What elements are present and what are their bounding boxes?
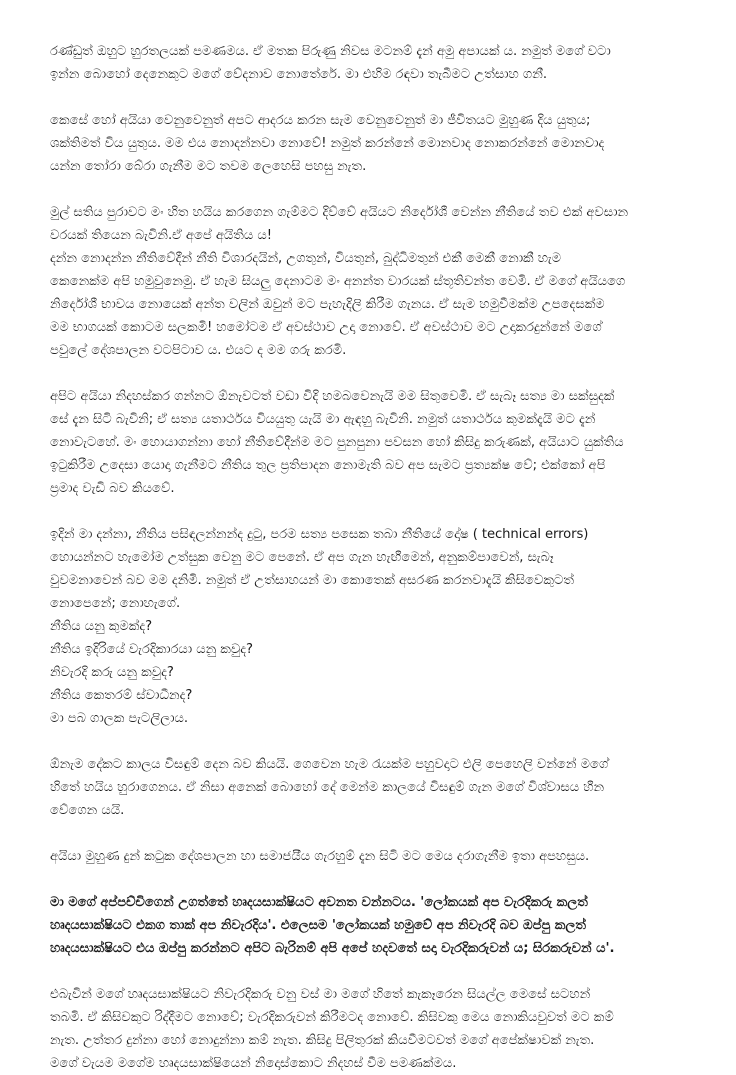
text-line: නීතිය කෙතරම් ස්වාධීනද? xyxy=(50,688,193,703)
text-line: නීතිය ඉදිරියේ වැරදිකාරයා යනු කවුද? xyxy=(50,642,253,657)
paragraph-spacer xyxy=(50,822,696,845)
text-line: එබැවින් මගේ හෘදයසාක්ෂියට නිවැරදිකරු වනු වස් මා මගේ හිතේ කැකෑරෙන සියල්ල මෙසේ සටහන් xyxy=(50,987,591,1002)
text-line: නොවැටහේ. මං හොයාගන්නා හෝ නීතිවේදීන්ම මට පුනපුනා පවසන හෝ කිසිදු කරුණක්, අයියාට යුක්තිය xyxy=(50,435,624,450)
text-line: කෙසේ හෝ අයියා වෙනුවෙනුත් අපට ආදරය කරන සැම වෙනුවෙනුත් මා ජීවිතයට මුහුණ දිය යුතුය; xyxy=(50,113,591,128)
text-line: වුවමනාවෙන් බව මම දනිමි. නමුත් ඒ උත්සාහයන් මා කොතෙක් අසරණ කරනවාදැයි කිසිවෙකුටත් xyxy=(50,573,574,588)
text-line: හිතේ හයිය හුරාගෙනය. ඒ නිසා අනෙක් බොහෝ දේ මෙන්ම කාලයේ විසඳුම් ගැන මගේ විශ්වාසය හීන xyxy=(50,780,605,795)
paragraph xyxy=(50,983,696,1075)
text-line: ප්‍රමාද වැඩි බව කියවේ. xyxy=(50,481,175,496)
paragraph-spacer xyxy=(50,500,696,523)
paragraph xyxy=(50,845,696,868)
paragraph-spacer xyxy=(50,868,696,891)
text-line: මගේ වැයම මගේම හෘදයසාක්ෂියෙන් නිදොස්කොට නිදහස් වීම පමණක්මය. xyxy=(50,1056,457,1071)
paragraph-spacer xyxy=(50,362,696,385)
text-line: රණ්ඩුත් ඔහුට හුරතලයක් පමණමය. ඒ මතක පිරුණු නිවස මටනම් දැන් අමු අපායක් ය. නමුත් මගේ වටා xyxy=(50,44,611,59)
paragraph-spacer xyxy=(50,178,696,201)
text-line: මා පබ ගාලක පැටලිලාය. xyxy=(50,711,189,726)
text-line: නිවැරදි කරු යනු කවුද? xyxy=(50,665,174,680)
text-line: පවුලේ දේශපාලන වටපිටාව ය. එයට ද මම ගරු කරමි. xyxy=(50,343,347,358)
text-line: ශක්තිමත් විය යුතුය. මම එය නොදන්නවා නොවේ! නමුත් කරන්නේ මොනවාද නොකරන්නේ මොනවාද xyxy=(50,136,605,151)
text-line: කෙනෙක්ම අපි හමුවුනෙමු. ඒ හැම සියලු දෙනාටම මං අනන්ත වාරයක් ස්තූතිවන්ත වෙමි. ඒ මගේ අයියගෙ xyxy=(50,274,626,289)
text-line: ඕනැම දේකට කාලය විසඳුම් දෙන බව කියයි. ගෙවෙන හැම රැයක්ම පහුවදාට එලි පෙහෙලි වන්නේ මගේ xyxy=(50,757,609,772)
paragraph-spacer xyxy=(50,960,696,983)
text-line: ඉටුකිරීම උදෙසා යොදා ගැනීමට නීතිය තුල ප්‍රතිපාදන නොමැති බව අප සැමට ප්‍රත්‍යක්ෂ වේ; එක්කෝ අපි xyxy=(50,458,606,473)
paragraph xyxy=(50,109,696,178)
text-line: වේගෙන යයි. xyxy=(50,803,125,818)
text-line: මුල් සතිය පුරාවට මං හිත හයිය කරගෙන ගැම්මට දිව්වේ අයියට නිර්දෝශී වෙන්න නීතියේ තව එක් අවසාන xyxy=(50,205,629,220)
paragraph xyxy=(50,40,696,86)
text-line: ඉන්න බොහෝ දෙනෙකුට මගේ වේදනාව නොතේරේ. මා එහිම රඳවා තැබීමට උත්සාහ ගනී. xyxy=(50,67,547,82)
paragraph xyxy=(50,385,696,500)
paragraph xyxy=(50,753,696,822)
text-line: අයියා මුහුණ දුන් කටුක දේශපාලන හා සමාජයීය ගැරහුම් දැන සිටි මට මෙය දරාගැනීම ඉතා අපහසුය. xyxy=(50,849,590,864)
text-line: ඉදින් මා දන්නා, නීතිය පසිඳලන්නන්ද දුටු, පරම සත්‍ය පසෙක තබා නීතියේ දෝෂ ( technical errors) xyxy=(50,527,589,542)
text-line: දන්න නොදන්න නීතිවේදීන් නීති විශාරදයින්, උගතුන්, වියතුන්, බුද්ධිමතුන් එකී මෙකී නොකී හැම xyxy=(50,251,562,266)
text-line: හෘදයසාක්ෂියට එය ඔප්පු කරන්නට අපිට බැරිනම් අපි අපේ හදවතේ සදා වැරදිකරුවන් ය; සිරකරුවන් ය'. xyxy=(50,941,615,956)
text-line: නීතිය යනු කුමක්ද? xyxy=(50,619,153,634)
paragraph xyxy=(50,201,696,362)
text-line: අපිට අයියා නිදහස්කර ගන්නට ඕනැවටත් වඩා විදි හමබවෙනැයි මම සිතුවෙමි. ඒ සැබෑ සත්‍ය මා සක්සුදක් xyxy=(50,389,615,404)
text-line: හෘදයසාක්ෂියට එකග තාක් අප නිවැරදිය'. එලෙසම 'ලෝකයක් හමුවේ අප නිවැරදි බව ඔප්පු කලත් xyxy=(50,918,586,933)
text-line: යන්න තෝරා බේරා ගැනීම මට තවම ලෙහෙසි පහසු නැත. xyxy=(50,159,367,174)
paragraph-spacer xyxy=(50,86,696,109)
text-line: වරයක් තියෙන බැවිනි.ඒ අපේ අයිතිය ය! xyxy=(50,228,272,243)
text-line: හොයන්නට හැමෝම උත්සුක වෙනු මට පෙනේ. ඒ අප ගැන හැඟීමෙන්, අනුකම්පාවෙන්, සැබෑ xyxy=(50,550,554,565)
paragraph xyxy=(50,891,696,960)
text-line: තබමි. ඒ කිසිවකුට රිද්දීමට නොවේ; වැරදිකරුවන් කිරීමටද නොවේ. කිසිවකු මෙය නොකියවුවත් මට කම් xyxy=(50,1010,614,1025)
text-line: නොපෙනේ; නොහැගේ. xyxy=(50,596,181,611)
text-line: මා මගේ අප්පච්චිගෙන් උගත්තේ හෘදයසාක්ෂියට අවනත වන්නටය. 'ලෝකයක් අප වැරදිකරු කලත් xyxy=(50,895,588,910)
paragraph-spacer xyxy=(50,730,696,753)
text-line: නැත. උත්තර දුන්නා හෝ නොදුන්නා කම් නැත. කිසිදු පිලිතුරක් කියවීමටවත් මගේ අපේක්ෂාවක් නැත. xyxy=(50,1033,595,1048)
text-line: මම භාගයක් කොටම සලකමි! හමෝටම ඒ අවස්ථාව උදා නොවේ. ඒ අවස්ථාව මට උදාකරදුන්නේ මගේ xyxy=(50,320,602,335)
text-line: නිර්දෝශී භාවය නොයෙක් අන්ත වලින් ඔවුන් මට පැහැදිලි කිරීම ගැනය. ඒ සැම හමුවීමක්ම උපදෙසක්ම xyxy=(50,297,605,312)
paragraph xyxy=(50,523,696,730)
text-line: සේ දැන සිටි බැවිනි; ඒ සත්‍ය යතාර්ථය වියයුතු යැයි මා ඇඳහු බැවිනි. නමුත් යතාර්ථය කුමක්දැයි මට දැන් xyxy=(50,412,596,427)
